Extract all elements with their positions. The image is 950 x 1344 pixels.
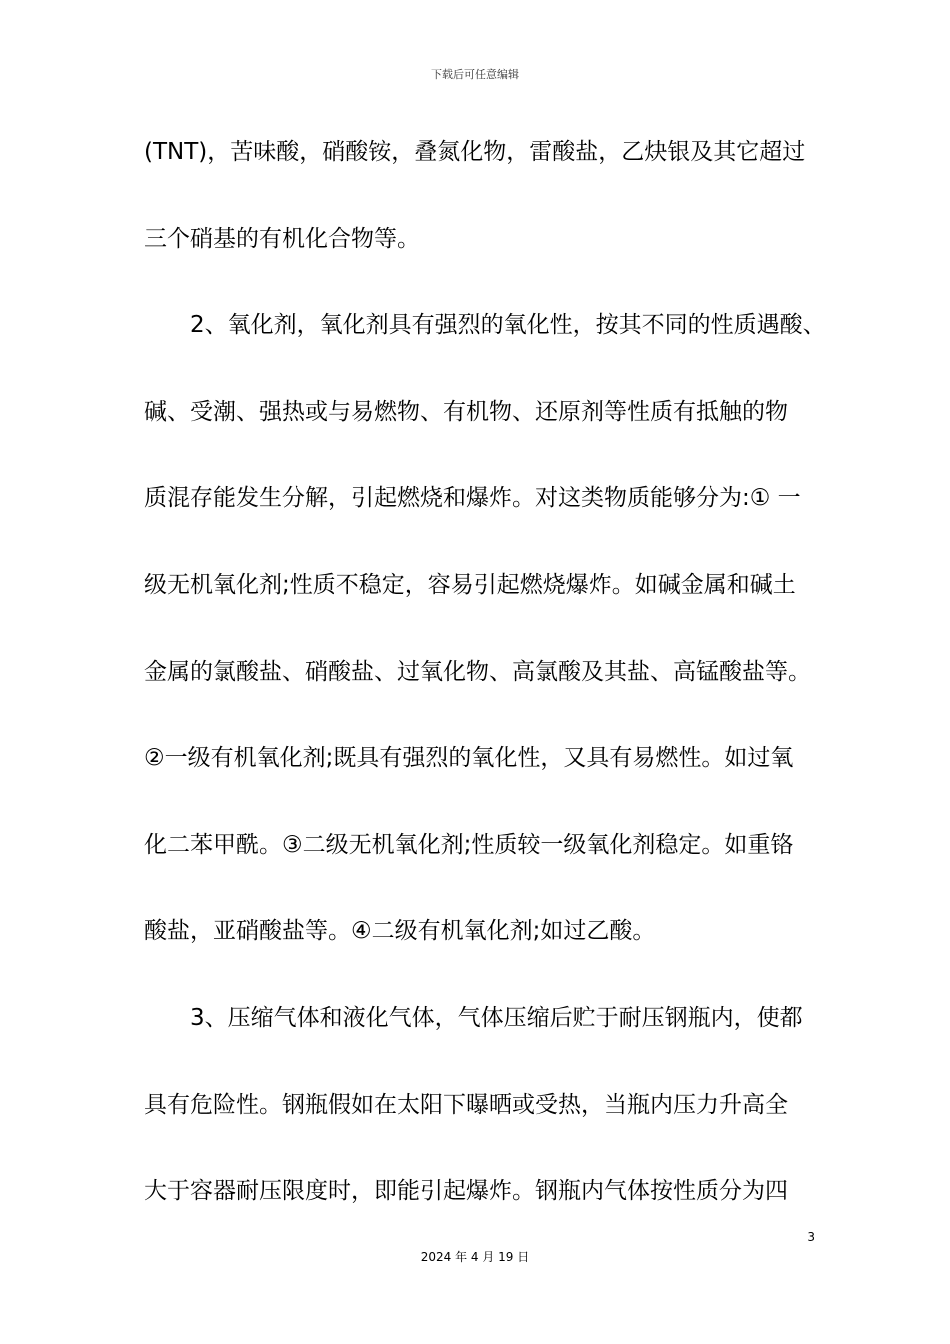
text-line: 大于容器耐压限度时，即能引起爆炸。钢瓶内气体按性质分为四 bbox=[144, 1178, 788, 1205]
document-body bbox=[144, 132, 826, 1258]
text-line: 化二苯甲酰。③二级无机氧化剂;性质较一级氧化剂稳定。如重铬 bbox=[144, 831, 794, 858]
paragraph-start-line: 2、氧化剂，氧化剂具有强烈的氧化性，按其不同的性质遇酸、 bbox=[190, 312, 826, 339]
page-header: 下载后可任意编辑 bbox=[431, 68, 519, 81]
text-line: 质混存能发生分解，引起燃烧和爆炸。对这类物质能够分为:① 一 bbox=[144, 485, 801, 512]
text-line: 级无机氧化剂;性质不稳定，容易引起燃烧爆炸。如碱金属和碱土 bbox=[144, 571, 796, 598]
text-line: ②一级有机氧化剂;既具有强烈的氧化性，又具有易燃性。如过氧 bbox=[144, 745, 794, 772]
text-line: 酸盐，亚硝酸盐等。④二级有机氧化剂;如过乙酸。 bbox=[144, 918, 656, 945]
text-line: 具有危险性。钢瓶假如在太阳下曝晒或受热，当瓶内压力升高全 bbox=[144, 1091, 788, 1118]
text-line: 碱、受潮、强热或与易燃物、有机物、还原剂等性质有抵触的物 bbox=[144, 398, 788, 425]
text-line: 三个硝基的有机化合物等。 bbox=[144, 225, 420, 252]
text-line: (TNT)，苦味酸，硝酸铵，叠氮化物，雷酸盐，乙炔银及其它超过 bbox=[144, 139, 806, 165]
paragraph-start-line: 3、压缩气体和液化气体，气体压缩后贮于耐压钢瓶内，使都 bbox=[190, 1004, 803, 1031]
page-footer-date: 2024 年 4 月 19 日 bbox=[420, 1250, 530, 1264]
page-number: 3 bbox=[807, 1230, 815, 1244]
text-line: 金属的氯酸盐、硝酸盐、过氧化物、高氯酸及其盐、高锰酸盐等。 bbox=[144, 658, 811, 685]
